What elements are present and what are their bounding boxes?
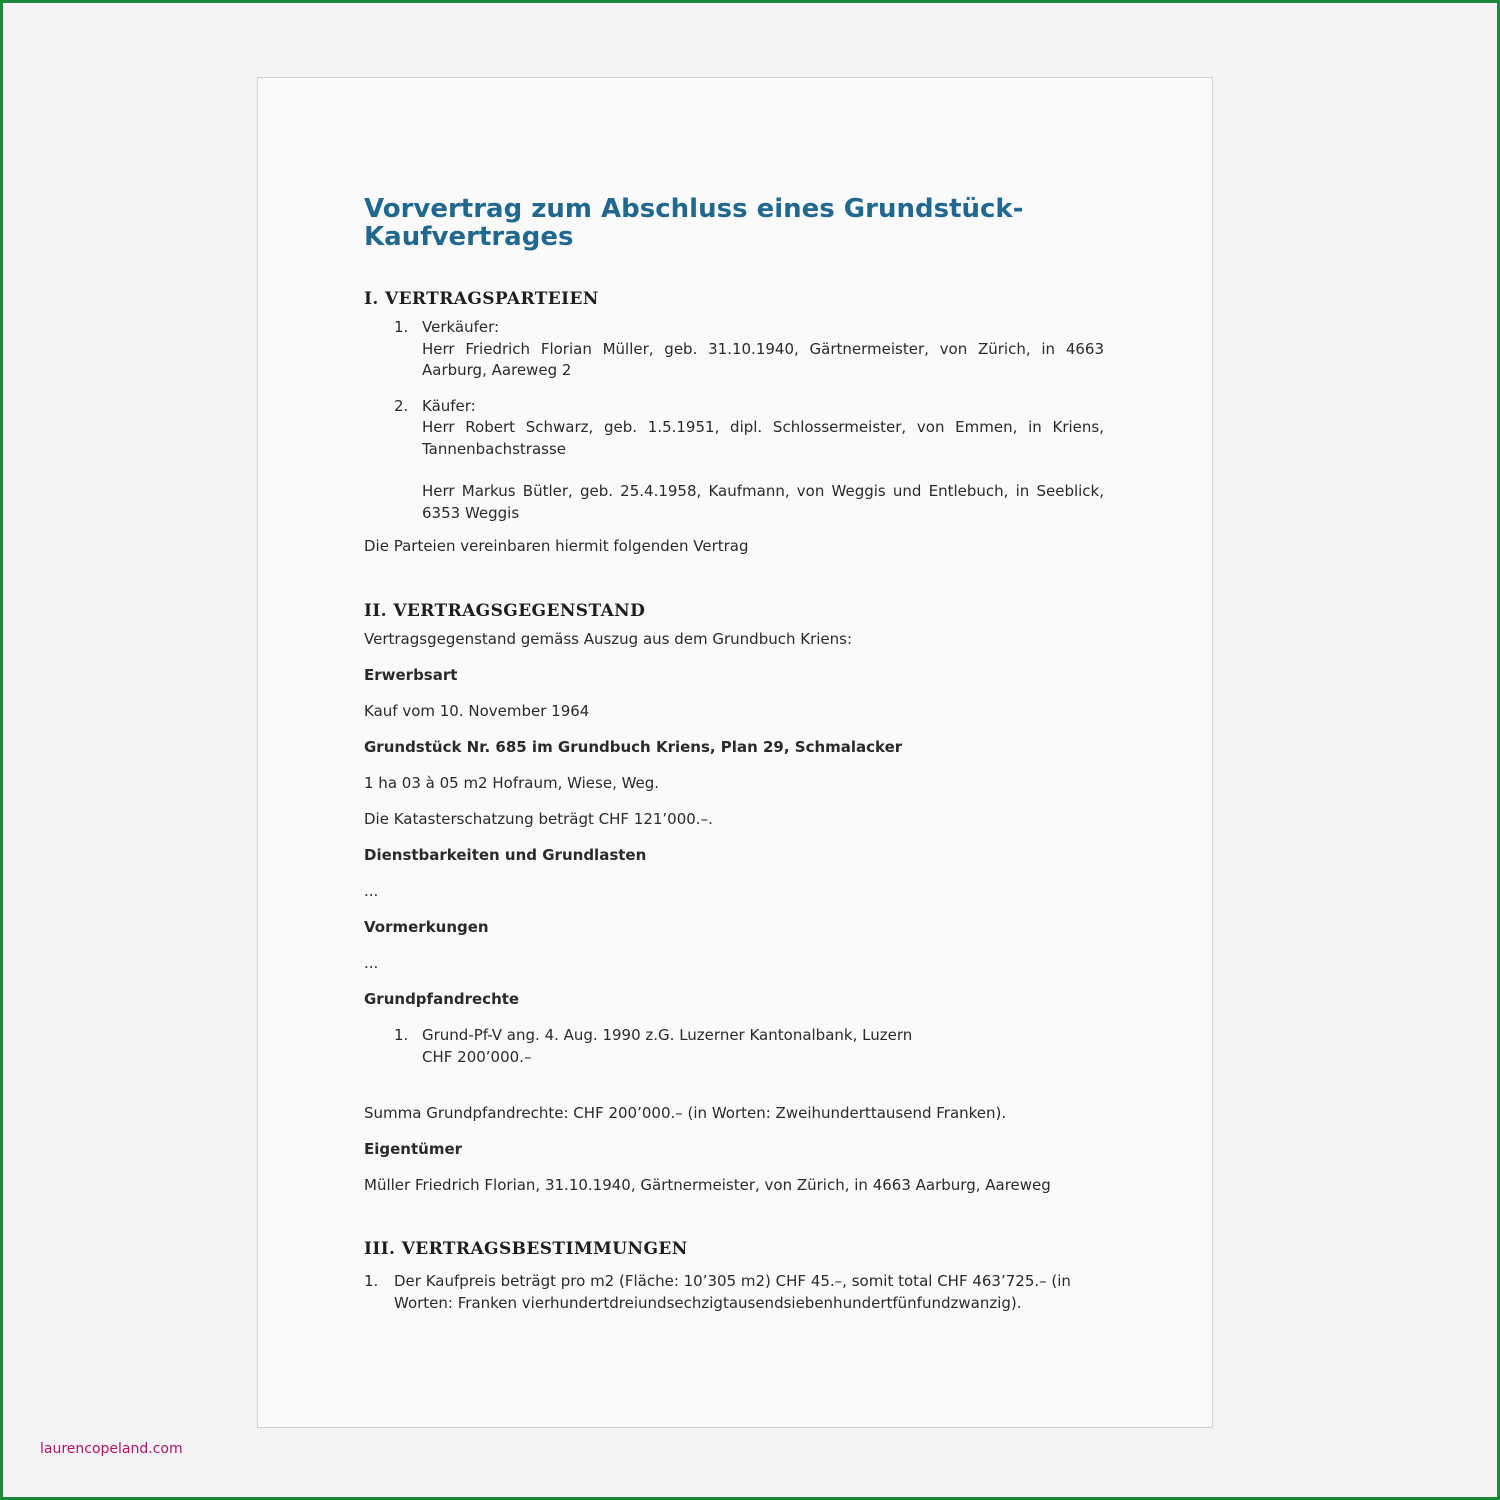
list-number: 1. bbox=[394, 1026, 409, 1044]
party-list bbox=[364, 317, 1104, 524]
parties-closing-text: Die Parteien vereinbaren hiermit folgenden Vertrag bbox=[364, 537, 749, 555]
list-item bbox=[364, 1271, 1104, 1314]
erwerbsart-text: Kauf vom 10. November 1964 bbox=[364, 702, 590, 720]
erwerbsart-heading: Erwerbsart bbox=[364, 666, 458, 684]
dienstbarkeiten-heading: Dienstbarkeiten und Grundlasten bbox=[364, 846, 647, 864]
vormerkungen-heading: Vormerkungen bbox=[364, 918, 489, 936]
kaufpreis-text: Der Kaufpreis beträgt pro m2 (Fläche: 10’305 m2) CHF 45.–, somit total CHF 463’725.– (in Worten: Franken vierhundertdreiundsechzigtausendsiebenhundertfünfundzwanzig). bbox=[394, 1272, 1071, 1312]
title-line-2: Kaufvertrages bbox=[364, 222, 574, 252]
section-heading-vertragsgegenstand: II. VERTRAGSGEGENSTAND bbox=[364, 601, 646, 621]
vertragsgegenstand-intro: Vertragsgegenstand gemäss Auszug aus dem Grundbuch Kriens: bbox=[364, 630, 853, 648]
document-content bbox=[364, 195, 1104, 1314]
pfand-line-2: CHF 200’000.– bbox=[422, 1047, 532, 1066]
watermark-text: laurencopeland.com bbox=[40, 1441, 183, 1457]
grundpfandrechte-summary: Summa Grundpfandrechte: CHF 200’000.– (in Worten: Zweihunderttausend Franken). bbox=[364, 1104, 1007, 1122]
list-number: 2. bbox=[394, 396, 409, 415]
grundstueck-area: 1 ha 03 à 05 m2 Hofraum, Wiese, Weg. bbox=[364, 774, 660, 792]
grundpfandrechte-heading: Grundpfandrechte bbox=[364, 990, 520, 1008]
dienstbarkeiten-text: ... bbox=[364, 882, 379, 900]
eigentuemer-text: Müller Friedrich Florian, 31.10.1940, Gärtnermeister, von Zürich, in 4663 Aarburg, Aareweg bbox=[364, 1176, 1051, 1194]
party-text: Herr Friedrich Florian Müller, geb. 31.10.1940, Gärtnermeister, von Zürich, in 4663 Aarburg, Aareweg 2 bbox=[422, 339, 1104, 379]
list-item-kaeufer bbox=[364, 396, 1104, 525]
list-number: 1. bbox=[364, 1272, 379, 1290]
party-label: Käufer: bbox=[422, 396, 476, 415]
list-item-verkaeufer bbox=[364, 317, 1104, 382]
document-title bbox=[364, 195, 1104, 251]
section-heading-vertragsparteien: I. VERTRAGSPARTEIEN bbox=[364, 289, 599, 309]
vertragsbestimmungen-list bbox=[364, 1271, 1104, 1314]
list-item bbox=[364, 1025, 1104, 1068]
document-page bbox=[257, 77, 1213, 1428]
grundpfandrechte-list bbox=[364, 1025, 1104, 1068]
party-text-2: Herr Markus Bütler, geb. 25.4.1958, Kaufmann, von Weggis und Entlebuch, in Seeblick, 6353 Weggis bbox=[422, 482, 1104, 522]
grundstueck-kataster: Die Katasterschatzung beträgt CHF 121’000.–. bbox=[364, 810, 713, 828]
vormerkungen-text: ... bbox=[364, 954, 379, 972]
section-heading-vertragsbestimmungen: III. VERTRAGSBESTIMMUNGEN bbox=[364, 1239, 688, 1259]
party-label: Verkäufer: bbox=[422, 318, 500, 336]
list-number: 1. bbox=[394, 318, 409, 336]
grundstueck-heading: Grundstück Nr. 685 im Grundbuch Kriens, Plan 29, Schmalacker bbox=[364, 738, 903, 756]
eigentuemer-heading: Eigentümer bbox=[364, 1140, 463, 1158]
title-line-1: Vorvertrag zum Abschluss eines Grundstück- bbox=[364, 194, 1024, 224]
party-text: Herr Robert Schwarz, geb. 1.5.1951, dipl. Schlossermeister, von Emmen, in Kriens, Tannenbachstrasse bbox=[422, 418, 1104, 458]
pfand-line-1: Grund-Pf-V ang. 4. Aug. 1990 z.G. Luzerner Kantonalbank, Luzern bbox=[422, 1026, 913, 1044]
